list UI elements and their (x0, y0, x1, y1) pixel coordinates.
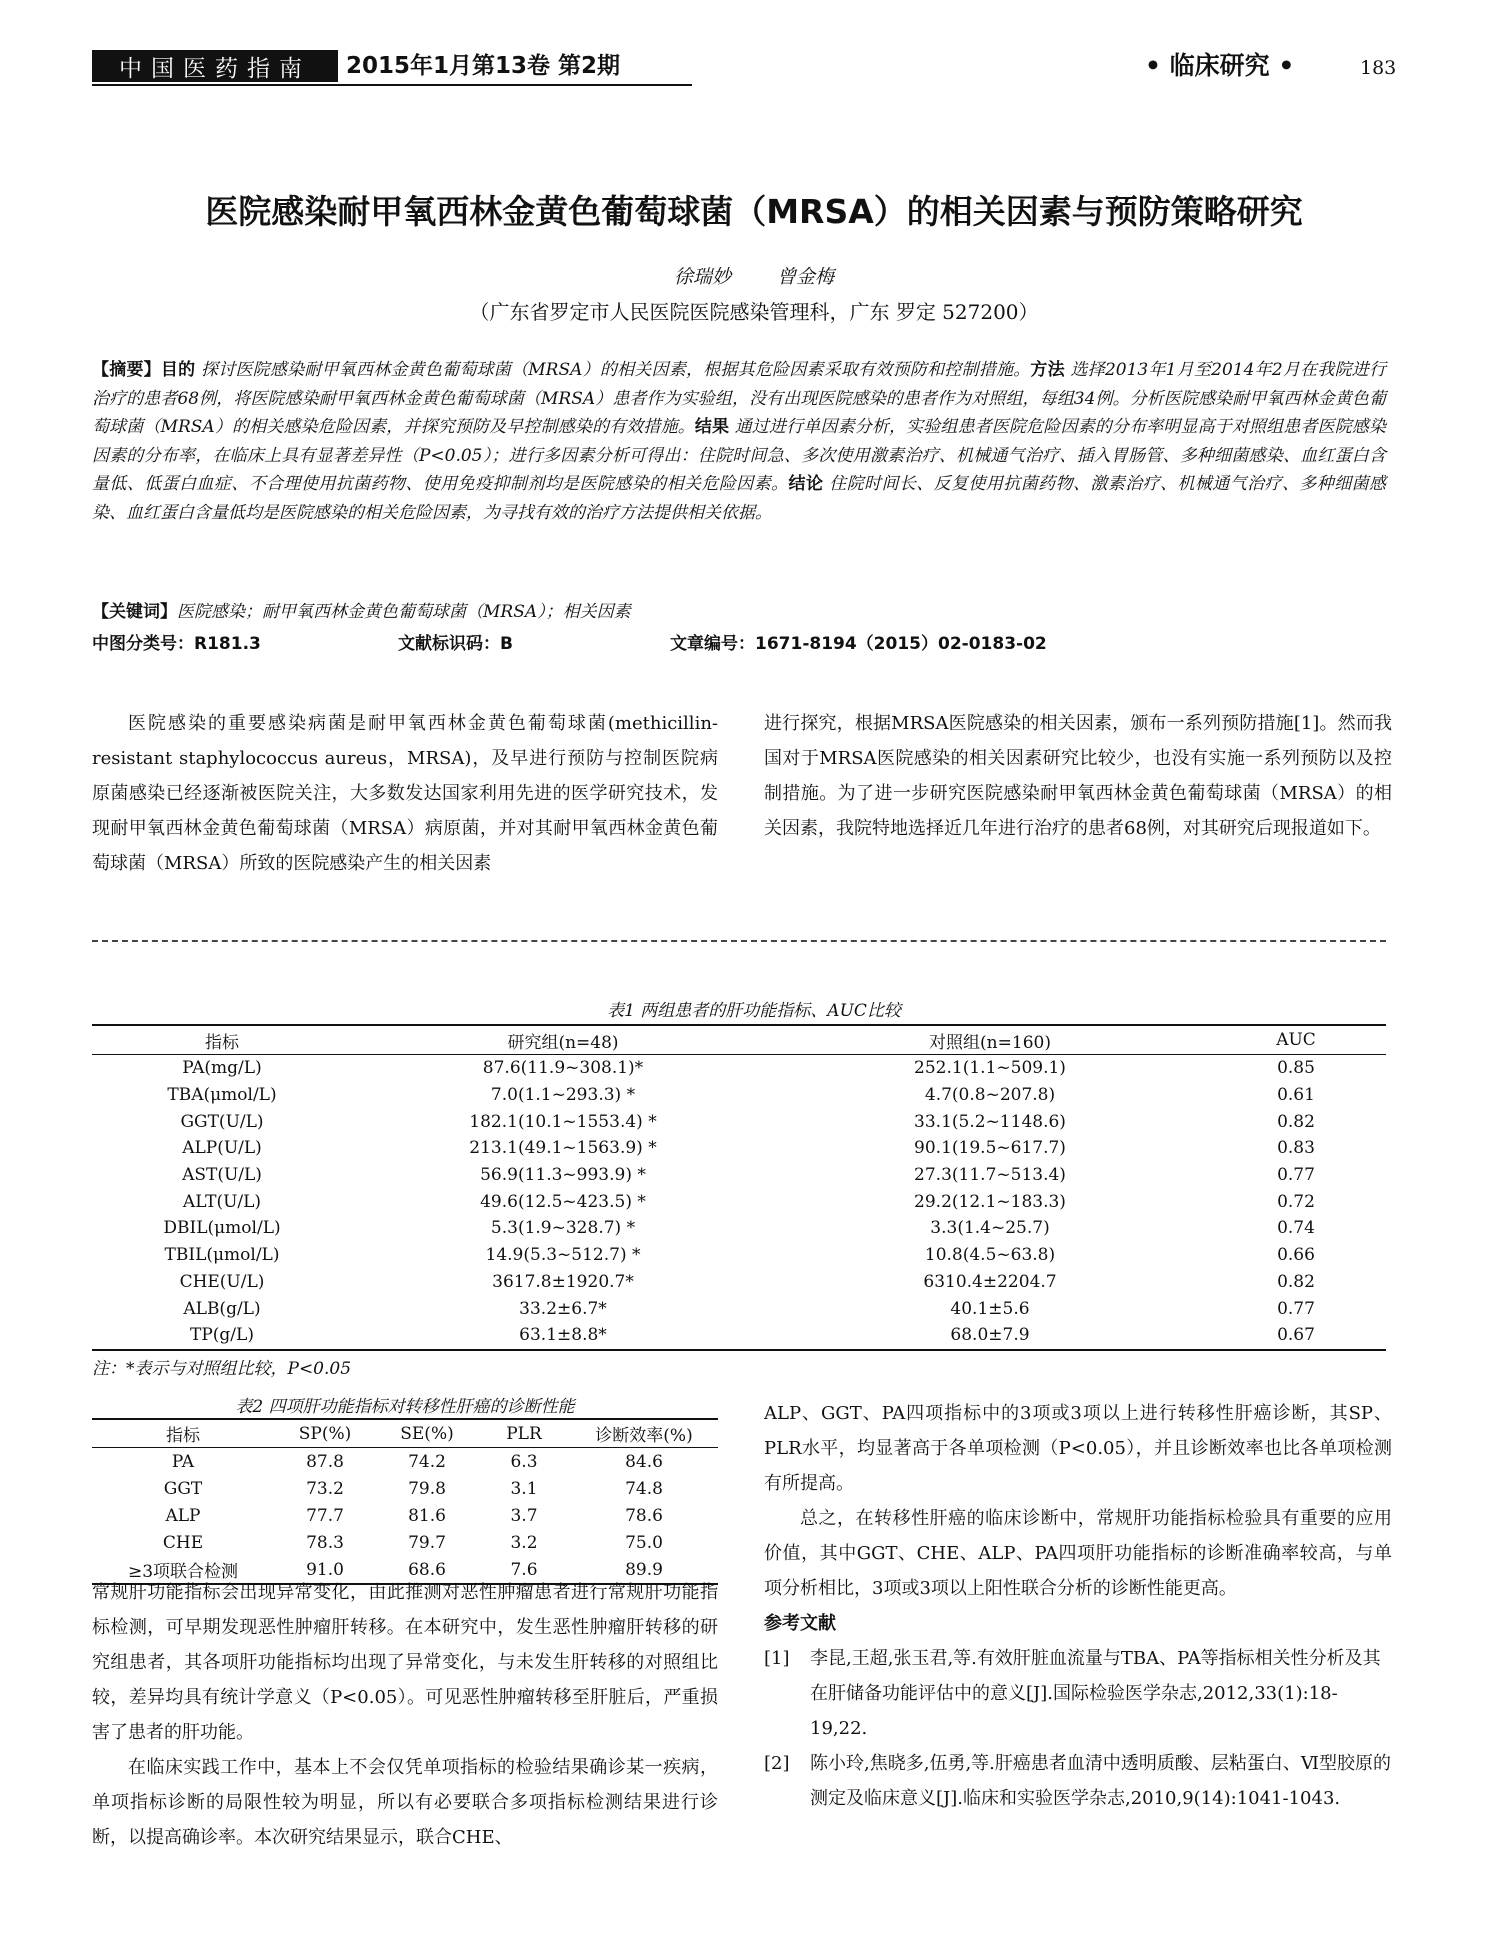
table1-row (92, 1108, 1386, 1135)
body-paragraph: 在临床实践工作中，基本上不会仅凭单项指标的检验结果确诊某一疾病，单项指标诊断的局限性较为明显，所以有必要联合多项指标检测结果进行诊断，以提高确诊率。本次研究结果显示，联合CHE、 (92, 1757, 718, 1848)
conclusion-label: 结论 (788, 474, 824, 494)
table1-cell: 7.0(1.1~293.3) * (490, 1085, 636, 1106)
keywords-text: 医院感染；耐甲氧西林金黄色葡萄球菌（MRSA）；相关因素 (177, 602, 631, 622)
table1-cell: 0.77 (1277, 1298, 1315, 1319)
body-left-column (92, 1575, 718, 1855)
table1-row (92, 1242, 1386, 1269)
section-divider (92, 940, 1386, 942)
table1-cell: 252.1(1.1~509.1) (914, 1058, 1066, 1079)
conclusion-text: 住院时间长、反复使用抗菌药物、激素治疗、机械通气治疗、多种细菌感染、血红蛋白含量低均是医院感染的相关危险因素，为寻找有效的治疗方法提供相关依据。 (92, 474, 1387, 523)
reference-text: 李昆,王超,张玉君,等.有效肝脏血流量与TBA、PA等指标相关性分析及其在肝储备功能评估中的意义[J].国际检验医学杂志,2012,33(1):18-19,22. (810, 1648, 1381, 1739)
table1-cell: 0.82 (1277, 1111, 1315, 1132)
table1-cell: 0.66 (1277, 1245, 1315, 1266)
table2-cell: 79.8 (408, 1478, 446, 1499)
table1-row (92, 1215, 1386, 1242)
clc-number: 中图分类号：R181.3 (92, 634, 261, 654)
body-right-column (764, 1396, 1392, 1816)
table2-cell: 87.8 (306, 1451, 344, 1472)
table1-header: 对照组(n=160) (774, 1025, 1206, 1055)
article-title: 医院感染耐甲氧西林金黄色葡萄球菌（MRSA）的相关因素与预防策略研究 (205, 192, 1303, 231)
references-heading: 参考文献 (764, 1613, 836, 1634)
table2-cell: 77.7 (306, 1505, 344, 1526)
table2-cell: ≥3项联合检测 (92, 1556, 274, 1584)
table1-cell: 0.74 (1277, 1218, 1315, 1239)
reference-number: [2] (764, 1753, 790, 1774)
reference-number: [1] (764, 1648, 790, 1669)
table2-row (92, 1502, 718, 1529)
section-label: • 临床研究 • (1145, 51, 1295, 80)
keywords (92, 598, 1386, 626)
table1-cell: 0.61 (1277, 1085, 1315, 1106)
table2-header: SP(%) (274, 1419, 376, 1448)
reference-item (764, 1746, 1392, 1816)
table1-row (92, 1055, 1386, 1082)
table2-caption: 表2 四项肝功能指标对转移性肝癌的诊断性能 (235, 1397, 575, 1417)
table1-cell: 68.0±7.9 (774, 1322, 1206, 1350)
table1-cell: 0.77 (1277, 1165, 1315, 1186)
article-number: 文章编号：1671-8194（2015）02-0183-02 (670, 634, 1047, 654)
table1-cell: 87.6(11.9~308.1)* (482, 1058, 644, 1079)
table1-cell: 6310.4±2204.7 (923, 1271, 1057, 1292)
table1-cell: 33.1(5.2~1148.6) (914, 1111, 1066, 1132)
table2-cell: 3.2 (510, 1532, 538, 1553)
table2-cell: 3.7 (510, 1505, 538, 1526)
table1-cell: PA(mg/L) (182, 1058, 262, 1079)
results-label: 结果 (694, 417, 730, 437)
table2-cell: 91.0 (274, 1556, 376, 1584)
table2-header: 诊断效率(%) (570, 1419, 718, 1448)
header-rule (92, 84, 692, 86)
table2-cell: 3.1 (510, 1478, 538, 1499)
table1-cell: 40.1±5.6 (950, 1298, 1030, 1319)
table1-header: AUC (1206, 1025, 1386, 1055)
table1-cell: 0.82 (1277, 1271, 1315, 1292)
table2-cell: CHE (162, 1532, 204, 1553)
document-code: 文献标识码：B (398, 634, 513, 654)
table1-cell: AST(U/L) (182, 1165, 262, 1186)
table1-row (92, 1269, 1386, 1296)
table1-cell: 0.67 (1206, 1322, 1386, 1350)
table2-cell: 68.6 (376, 1556, 478, 1584)
table2-cell: PA (171, 1451, 195, 1472)
table2-cell: 7.6 (478, 1556, 570, 1584)
table2-cell: 81.6 (408, 1505, 446, 1526)
table2-cell: 74.2 (408, 1451, 446, 1472)
intro-right-column: 进行探究，根据MRSA医院感染的相关因素，颁布一系列预防措施[1]。然而我国对于MRSA医院感染的相关因素研究比较少，也没有实施一系列预防以及控制措施。为了进一步研究医院感染耐甲氧西林金黄色葡萄球菌（MRSA）的相关因素，我院特地选择近几年进行治疗的患者68例，对其研究后现报道如下。 (764, 713, 1392, 839)
table1-cell: TBIL(μmol/L) (164, 1245, 280, 1266)
table1-caption: 表1 两组患者的肝功能指标、AUC比较 (607, 1001, 901, 1021)
table1-cell: 29.2(12.1~183.3) (914, 1191, 1066, 1212)
table2-cell: 78.3 (306, 1532, 344, 1553)
table1-cell: 0.83 (1277, 1138, 1315, 1159)
table1-note: 注：*表示与对照组比较，P<0.05 (92, 1359, 352, 1379)
table2-header: 指标 (92, 1419, 274, 1448)
table1-cell: 63.1±8.8* (352, 1322, 774, 1350)
table1-cell: 182.1(10.1~1553.4) * (469, 1111, 657, 1132)
table2-cell: 73.2 (306, 1478, 344, 1499)
table1-header: 指标 (92, 1025, 352, 1055)
table1-cell: TP(g/L) (92, 1322, 352, 1350)
abstract-label: 【摘要】 (92, 360, 161, 380)
table2-header: PLR (478, 1419, 570, 1448)
table1-row (92, 1295, 1386, 1322)
table1-row (92, 1322, 1386, 1350)
table2-cell: 89.9 (570, 1556, 718, 1584)
table2-cell: ALP (165, 1505, 201, 1526)
table1-cell: 4.7(0.8~207.8) (924, 1085, 1056, 1106)
table1-cell: ALB(g/L) (183, 1298, 261, 1319)
table1-cell: TBA(μmol/L) (167, 1085, 277, 1106)
table1-cell: GGT(U/L) (180, 1111, 264, 1132)
table1-cell: 10.8(4.5~63.8) (924, 1245, 1056, 1266)
table1-cell: 49.6(12.5~423.5) * (480, 1191, 646, 1212)
table2-row (92, 1448, 718, 1476)
table1-cell: 3.3(1.4~25.7) (930, 1218, 1050, 1239)
table1-header: 研究组(n=48) (352, 1025, 774, 1055)
body-paragraph: 常规肝功能指标会出现异常变化，由此推测对恶性肿瘤患者进行常规肝功能指标检测，可早期发现恶性肿瘤肝转移。在本研究中，发生恶性肿瘤肝转移的研究组患者，其各项肝功能指标均出现了异常变化，与未发生肝转移的对照组比较，差异均具有统计学意义（P<0.05）。可见恶性肿瘤转移至肝脏后，严重损害了患者的肝功能。 (92, 1582, 718, 1743)
table2-cell: 6.3 (510, 1451, 538, 1472)
table1-row (92, 1188, 1386, 1215)
table1-cell: 90.1(19.5~617.7) (914, 1138, 1066, 1159)
table2-cell: 84.6 (625, 1451, 663, 1472)
reference-item (764, 1641, 1392, 1746)
table1-cell: 33.2±6.7* (519, 1298, 607, 1319)
table1-cell: DBIL(μmol/L) (163, 1218, 281, 1239)
objective-label: 目的 (160, 360, 196, 380)
results-text: 通过进行单因素分析，实验组患者医院危险因素的分布率明显高于对照组患者医院感染因素的分布率，在临床上具有显著差异性（P<0.05）；进行多因素分析可得出：住院时间急、多次使用激素治疗、机械通气治疗、插入胃肠管、多种细菌感染、血红蛋白含量低、低蛋白血症、不合理使用抗菌药物、使用免疫抑制剂均是医院感染的相关危险因素。 (92, 417, 1387, 494)
table1-cell: 0.85 (1277, 1058, 1315, 1079)
table2-cell: 78.6 (625, 1505, 663, 1526)
table1-row (92, 1082, 1386, 1109)
table1-row (92, 1162, 1386, 1189)
journal-name: 中国医药指南 (92, 50, 338, 82)
intro-left-column: 医院感染的重要感染病菌是耐甲氧西林金黄色葡萄球菌(methicillin-resistant staphylococcus aureus，MRSA)，及早进行预防与控制医院病原菌感染已经逐渐被医院关注，大多数发达国家利用先进的医学研究技术，发现耐甲氧西林金黄色葡萄球菌（MRSA）病原菌，并对其耐甲氧西林金黄色葡萄球菌（MRSA）所致的医院感染产生的相关因素 (92, 713, 718, 874)
table2-header: SE(%) (376, 1419, 478, 1448)
table1-cell: 27.3(11.7~513.4) (914, 1165, 1066, 1186)
table1-cell: 56.9(11.3~993.9) * (480, 1165, 646, 1186)
abstract (92, 356, 1386, 527)
page-number: 183 (1360, 57, 1397, 79)
table2-row (92, 1529, 718, 1556)
classification-line (92, 630, 1047, 658)
table1-cell: 0.72 (1277, 1191, 1315, 1212)
table2-cell: 75.0 (625, 1532, 663, 1553)
table1-cell: ALT(U/L) (182, 1191, 262, 1212)
table2-cell: 79.7 (408, 1532, 446, 1553)
table1-cell: CHE(U/L) (179, 1271, 265, 1292)
body-paragraph: ALP、GGT、PA四项指标中的3项或3项以上进行转移性肝癌诊断，其SP、PLR水平，均显著高于各单项检测（P<0.05），并且诊断效率也比各单项检测有所提高。 (764, 1403, 1392, 1494)
table1-cell: 14.9(5.3~512.7) * (485, 1245, 641, 1266)
table2-header-row (92, 1419, 718, 1448)
authors: 徐瑞妙 曾金梅 (673, 266, 835, 288)
issue-info: 2015年1月第13卷 第2期 (346, 53, 621, 79)
table1 (92, 1024, 1386, 1351)
table1-header-row (92, 1025, 1386, 1055)
table1-cell: 3617.8±1920.7* (492, 1271, 634, 1292)
objective-text: 探讨医院感染耐甲氧西林金黄色葡萄球菌（MRSA）的相关因素，根据其危险因素采取有效预防和控制措施。 (201, 360, 1031, 380)
methods-label: 方法 (1030, 360, 1065, 380)
table2-row (92, 1475, 718, 1502)
affiliation: （广东省罗定市人民医院医院感染管理科，广东 罗定 527200） (469, 300, 1039, 324)
table1-row (92, 1135, 1386, 1162)
methods-text: 选择2013年1月至2014年2月在我院进行治疗的患者68例，将医院感染耐甲氧西林金黄色葡萄球菌（MRSA）患者作为实验组，没有出现医院感染的患者作为对照组，每组34例。分析医院感染耐甲氧西林金黄色葡萄球菌（MRSA）的相关感染危险因素，并探究预防及早控制感染的有效措施。 (92, 360, 1387, 437)
keywords-label: 【关键词】 (92, 602, 177, 622)
reference-text: 陈小玲,焦晓多,伍勇,等.肝癌患者血清中透明质酸、层粘蛋白、Ⅵ型胶原的测定及临床意义[J].临床和实验医学杂志,2010,9(14):1041-1043. (810, 1753, 1391, 1809)
table1-cell: 5.3(1.9~328.7) * (490, 1218, 636, 1239)
table1-cell: 213.1(49.1~1563.9) * (469, 1138, 657, 1159)
table2-cell: GGT (163, 1478, 203, 1499)
table1-cell: ALP(U/L) (182, 1138, 262, 1159)
table2-cell: 74.8 (625, 1478, 663, 1499)
body-paragraph: 总之，在转移性肝癌的临床诊断中，常规肝功能指标检验具有重要的应用价值，其中GGT、CHE、ALP、PA四项肝功能指标的诊断准确率较高，与单项分析相比，3项或3项以上阳性联合分析的诊断性能更高。 (764, 1508, 1392, 1599)
table2 (92, 1418, 718, 1585)
